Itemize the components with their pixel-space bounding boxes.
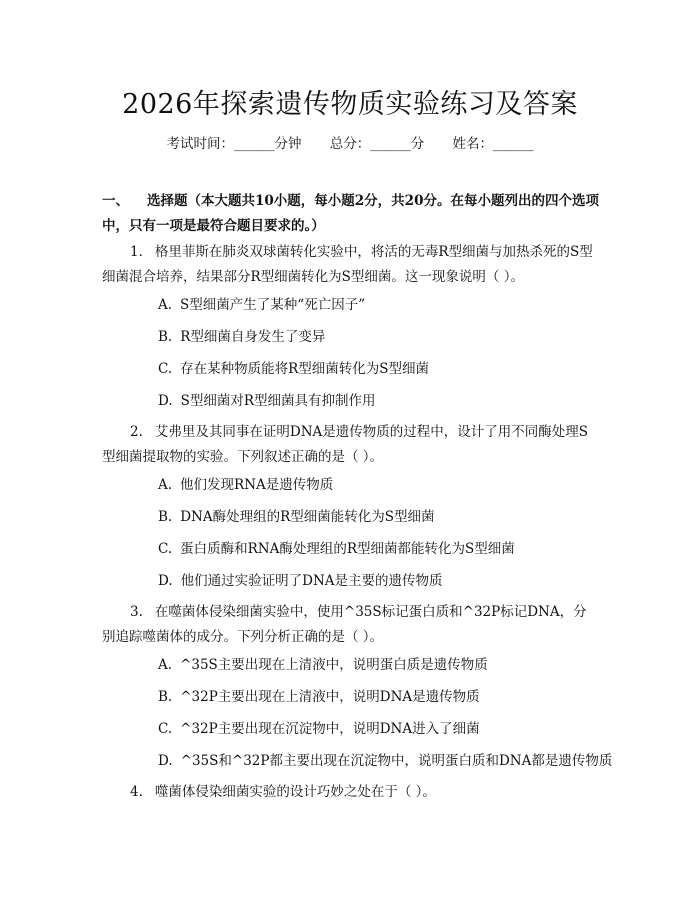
option-label: D. [158, 573, 173, 589]
section-instructions: 选择题（本大题共10小题，每小题2分，共20分。在每小题列出的四个选项中，只有一项是最符合题目要求的。） [102, 193, 599, 234]
question-2-option-c [158, 539, 600, 559]
option-label: D. [158, 393, 173, 409]
option-text: S型细菌产生了某种“死亡因子” [180, 297, 366, 313]
question-2-option-b [158, 507, 600, 527]
question-1-option-c [158, 359, 600, 379]
option-label: C. [158, 541, 173, 557]
question-3-option-b [158, 687, 600, 707]
option-text: ^32P主要出现在沉淀物中，说明DNA进入了细菌 [180, 721, 480, 737]
question-stem: 格里菲斯在肺炎双球菌转化实验中，将活的无毒R型细菌与加热杀死的S型细菌混合培养，结果部分R型细菌转化为S型细菌。这一现象说明（ ）。 [102, 244, 593, 285]
question-number: 4. [130, 784, 143, 800]
question-1-option-b [158, 327, 600, 347]
question-number: 1. [130, 244, 143, 260]
total-score-field: 总分：______分 [329, 136, 425, 152]
option-label: A. [158, 297, 173, 313]
option-label: A. [158, 657, 173, 673]
question-2-option-a [158, 475, 600, 495]
question-3-option-c [158, 719, 600, 739]
question-stem: 艾弗里及其同事在证明DNA是遗传物质的过程中，设计了用不同酶处理S型细菌提取物的实验。下列叙述正确的是（ ）。 [102, 424, 589, 465]
question-1-option-d [158, 391, 600, 411]
question-3-option-d [158, 751, 613, 771]
option-label: C. [158, 721, 173, 737]
option-text: ^35S和^32P都主要出现在沉淀物中，说明蛋白质和DNA都是遗传物质 [180, 753, 613, 769]
question-1 [102, 240, 600, 290]
option-text: 他们发现RNA是遗传物质 [180, 477, 334, 493]
option-label: B. [158, 509, 173, 525]
option-text: R型细菌自身发生了变异 [180, 329, 326, 345]
option-label: C. [158, 361, 173, 377]
question-3-option-a [158, 655, 600, 675]
question-stem: 在噬菌体侵染细菌实验中，使用^35S标记蛋白质和^32P标记DNA，分别追踪噬菌体的成分。下列分析正确的是（ ）。 [102, 604, 587, 645]
section-number: 一、 [102, 193, 129, 209]
option-label: A. [158, 477, 173, 493]
option-label: D. [158, 753, 173, 769]
section-heading [102, 189, 602, 239]
student-name-field: 姓名：______ [452, 136, 534, 152]
question-2-option-d [158, 571, 600, 591]
option-label: B. [158, 329, 173, 345]
page-title: 2026年探索遗传物质实验练习及答案 [122, 89, 578, 120]
option-text: ^35S主要出现在上清液中，说明蛋白质是遗传物质 [180, 657, 488, 673]
option-text: ^32P主要出现在上清液中，说明DNA是遗传物质 [180, 689, 480, 705]
question-number: 2. [130, 424, 143, 440]
option-label: B. [158, 689, 173, 705]
exam-meta [0, 132, 700, 152]
question-number: 3. [130, 604, 143, 620]
option-text: 蛋白质酶和RNA酶处理组的R型细菌都能转化为S型细菌 [180, 541, 515, 557]
option-text: 他们通过实验证明了DNA是主要的遗传物质 [180, 573, 443, 589]
option-text: S型细菌对R型细菌具有抑制作用 [180, 393, 376, 409]
question-stem: 噬菌体侵染细菌实验的设计巧妙之处在于（ ）。 [154, 784, 436, 800]
option-text: DNA酶处理组的R型细菌能转化为S型细菌 [180, 509, 435, 525]
option-text: 存在某种物质能将R型细菌转化为S型细菌 [180, 361, 430, 377]
question-1-option-a [158, 295, 600, 315]
question-3 [102, 600, 600, 650]
question-4 [102, 780, 600, 805]
question-2 [102, 420, 600, 470]
exam-time-field: 考试时间：______分钟 [166, 136, 302, 152]
